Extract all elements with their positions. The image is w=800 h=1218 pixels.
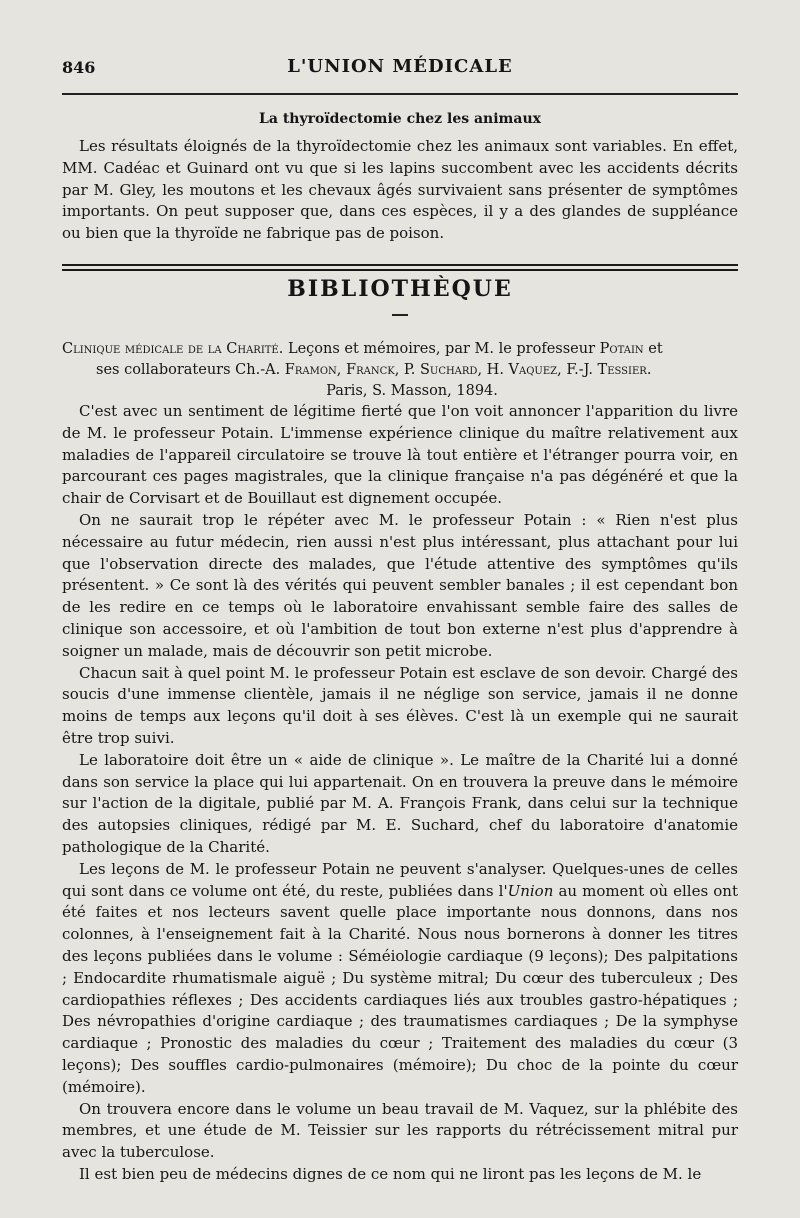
citation-publisher: Paris, S. Masson, 1894. (326, 383, 498, 399)
book-citation (62, 339, 738, 402)
paragraph: C'est avec un sentiment de légitime fierté que l'on voit annoncer l'apparition du livre de M. le professeur Potain. L'immense expérience clinique du maître relativement aux maladies de l'appareil circulatoire se trouve là tout entière et l'étranger pourra voir, en parcourant ces pages magistrales, que la clinique française n'a pas dégénéré et que la chair de Corvisart et de Bouillaut est dignement occupée. (62, 402, 738, 508)
header-rule (62, 93, 738, 95)
paragraph-text: au moment où elles ont été faites et nos lecteurs savent quelle place importante nous donnons, dans nos colonnes, à l'enseignement fait à la Charité. Nous nous bornerons à donner les titres des leçons publiées dans le volume : Séméiologie cardiaque (9 leçons); Des palpitations ; Endocardite rhumatismale aiguë ; Du système mitral; Du cœur des tuberculeux ; Des cardiopathies réflexes ; Des accidents cardiaques liés aux troubles gastro-hépatiques ; Des névropathies d'origine cardiaque ; des traumatismes cardiaques ; De la symphyse cardiaque ; Pronostic des maladies du cœur ; Traitement des maladies du cœur (3 leçons); Des souffles cardio-pulmonaires (mémoire); Du choc de la pointe du cœur (mémoire). (62, 881, 738, 1096)
journal-title: L'UNION MÉDICALE (287, 56, 513, 77)
paragraph (62, 859, 738, 1099)
section-divider (62, 264, 738, 271)
paragraph: On trouvera encore dans le volume un beau travail de M. Vaquez, sur la phlébite des membres, et une étude de M. Teissier sur les rapports du rétrécissement mitral pur avec la tuberculose. (62, 1099, 738, 1162)
journal-reference: Union (507, 881, 554, 900)
paragraph: Le laboratoire doit être un « aide de clinique ». Le maître de la Charité lui a donné dans son service la place qui lui appartenait. On en trouvera la preuve dans le mémoire sur l'action de la digitale, publié par M. A. François Frank, dans celui sur la technique des autopsies cliniques, rédigé par M. E. Suchard, chef du laboratoire d'anatomie pathologique de la Charité. (62, 750, 738, 856)
paragraph-text: Les leçons de M. le professeur Potain ne peuvent s'analyser. Quelques-unes de celles qui sont dans ce volume ont été, du reste, publiées dans l' (62, 859, 738, 900)
citation-text: . (646, 362, 652, 378)
citation-author: Potain (599, 341, 644, 357)
paragraph: Les résultats éloignés de la thyroïdectomie chez les animaux sont variables. En effet, MM. Cadéac et Guinard ont vu que si les lapins succombent avec les accidents décrits par M. Gley, les moutons et les chevaux âgés survivaient sans présenter de symptômes importants. On peut supposer que, dans ces espèces, il y a des glandes de suppléance ou bien que la thyroïde ne fabrique pas de poison. (62, 137, 738, 243)
page-number: 846 (62, 58, 96, 77)
paragraph: On ne saurait trop le répéter avec M. le professeur Potain : « Rien n'est plus nécessaire au futur médecin, rien aussi n'est plus intéressant, plus attachant pour lui que l'observation directe des malades, que l'étude attentive des symptômes qu'ils présentent. » Ce sont là des vérités qui peuvent sembler banales ; il est cependant bon de les redire en ce temps où le laboratoire envahissant semble faire des salles de clinique son accessoire, et où l'ambition de tout bon externe n'est plus d'apprendre à soigner un malade, mais de découvrir son petit microbe. (62, 510, 738, 660)
citation-text: ses collaborateurs Ch.-A. (96, 362, 285, 378)
citation-text: et (643, 341, 663, 357)
review-text (62, 401, 738, 1186)
citation-line-1 (62, 339, 738, 360)
book-title: Clinique médicale de la Charité (62, 341, 279, 357)
bibliotheque-heading: BIBLIOTHÈQUE (287, 276, 513, 302)
citation-text: . Leçons et mémoires, par M. le professeur (278, 341, 600, 357)
paragraph: Chacun sait à quel point M. le professeur Potain est esclave de son devoir. Chargé des soucis d'une immense clientèle, jamais il ne néglige son service, jamais il ne donne moins de temps aux leçons qu'il doit à ses élèves. C'est là un exemple qui ne saurait être trop suivi. (62, 663, 738, 747)
section-title-thyroidectomy: La thyroïdectomie chez les animaux (259, 111, 541, 127)
running-head (62, 56, 738, 82)
citation-line-2 (62, 360, 738, 381)
citation-collaborators: Framon, Franck, P. Suchard, H. Vaquez, F.-J. Tessier (284, 362, 647, 378)
heading-dash (392, 314, 408, 316)
thyroidectomy-text (62, 136, 738, 245)
paragraph: Il est bien peu de médecins dignes de ce nom qui ne liront pas les leçons de M. le (79, 1164, 702, 1183)
